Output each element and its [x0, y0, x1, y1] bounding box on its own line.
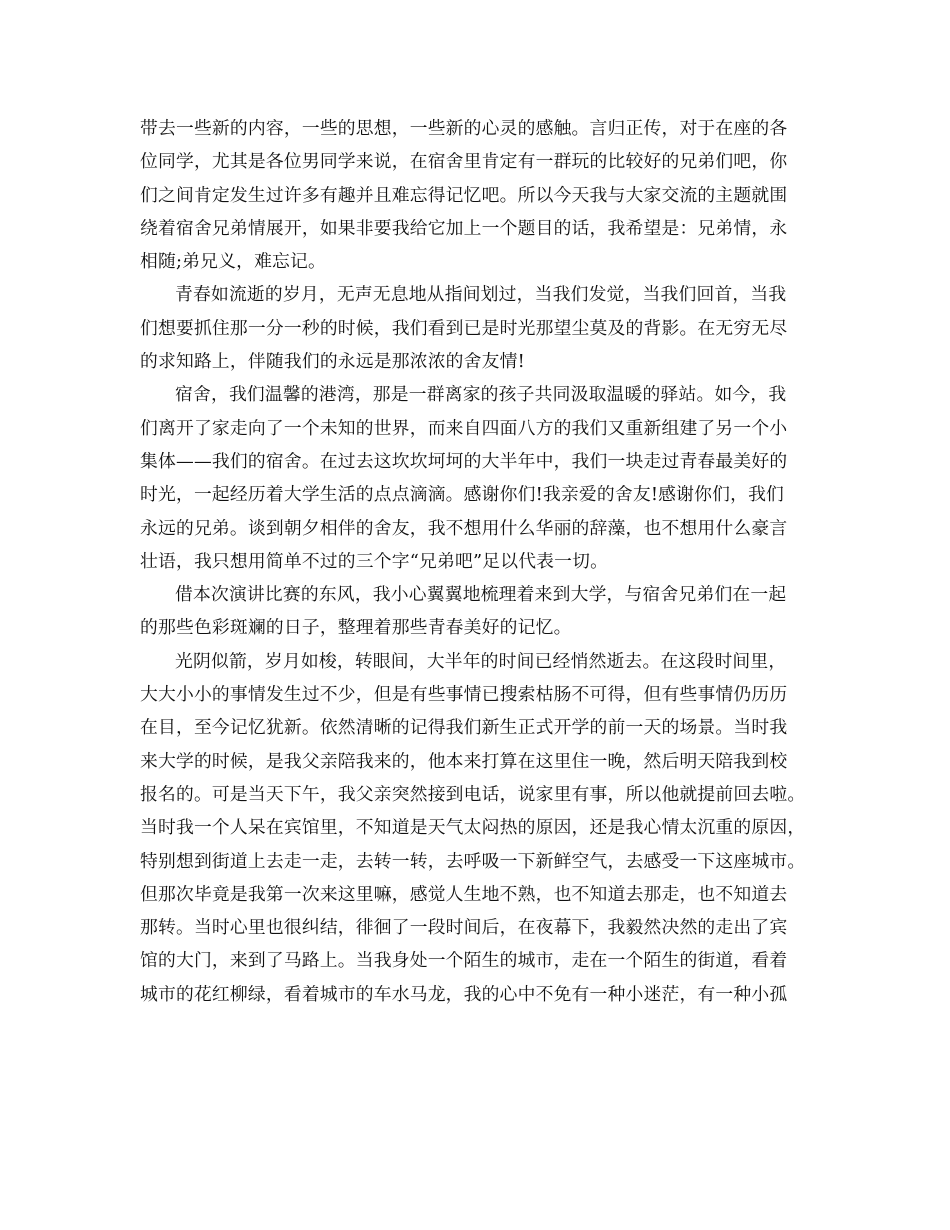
- text-line: 们想要抓住那一分一秒的时候，我们看到已是时光那望尘莫及的背影。在无穷无尽: [140, 317, 788, 339]
- text-line: 但那次毕竟是我第一次来这里嘛，感觉人生地不熟，也不知道去那走，也不知道去: [140, 883, 788, 905]
- text-line: 的那些色彩斑斓的日子，整理着那些青春美好的记忆。: [140, 617, 572, 639]
- text-line: 大大小小的事情发生过不少，但是有些事情已搜索枯肠不可得，但有些事情仍历历: [140, 684, 788, 706]
- text-line: 特别想到街道上去走一走，去转一转，去呼吸一下新鲜空气，去感受一下这座城市。: [140, 850, 806, 872]
- paragraph-first-line: 宿舍，我们温馨的港湾，那是一群离家的孩子共同汲取温暖的驿站。如今，我: [175, 384, 787, 406]
- paragraph-first-line: 青春如流逝的岁月，无声无息地从指间划过，当我们发觉，当我们回首，当我: [175, 284, 787, 306]
- text-line: 报名的。可是当天下午，我父亲突然接到电话，说家里有事，所以他就提前回去啦。: [140, 783, 806, 805]
- text-line: 当时我一个人呆在宾馆里，不知道是天气太闷热的原因，还是我心情太沉重的原因，: [140, 817, 806, 839]
- text-line: 馆的大门，来到了马路上。当我身处一个陌生的城市，走在一个陌生的街道，看着: [140, 950, 788, 972]
- text-line: 永远的兄弟。谈到朝夕相伴的舍友，我不想用什么华丽的辞藻，也不想用什么豪言: [140, 517, 788, 539]
- text-line: 壮语，我只想用简单不过的三个字“兄弟吧”足以代表一切。: [140, 550, 609, 572]
- body-text: [140, 112, 830, 1011]
- text-line: 带去一些新的内容，一些的思想，一些新的心灵的感触。言归正传，对于在座的各: [140, 118, 788, 139]
- text-line: 的求知路上，伴随我们的永远是那浓浓的舍友情!: [140, 351, 525, 373]
- paragraph-first-line: 光阴似箭，岁月如梭，转眼间，大半年的时间已经悄然逝去。在这段时间里，: [175, 650, 787, 672]
- text-line: 时光，一起经历着大学生活的点点滴滴。感谢你们!我亲爱的舍友!感谢你们，我们: [140, 484, 785, 506]
- text-line: 那转。当时心里也很纠结，徘徊了一段时间后，在夜幕下，我毅然决然的走出了宾: [140, 917, 788, 939]
- text-line: 在目，至今记忆犹新。依然清晰的记得我们新生正式开学的前一天的场景。当时我: [140, 717, 788, 739]
- text-line: 位同学，尤其是各位男同学来说，在宿舍里肯定有一群玩的比较好的兄弟们吧，你: [140, 151, 788, 173]
- text-line: 相随;弟兄义，难忘记。: [140, 251, 327, 273]
- text-line: 集体——我们的宿舍。在过去这坎坎坷坷的大半年中，我们一块走过青春最美好的: [140, 450, 788, 472]
- text-line: 来大学的时候，是我父亲陪我来的，他本来打算在这里住一晚，然后明天陪我到校: [140, 750, 788, 772]
- text-line: 绕着宿舍兄弟情展开，如果非要我给它加上一个题目的话，我希望是：兄弟情，永: [140, 217, 788, 239]
- text-line: 城市的花红柳绿，看着城市的车水马龙，我的心中不免有一种小迷茫，有一种小孤: [140, 983, 788, 1005]
- paragraph-first-line: 借本次演讲比赛的东风，我小心翼翼地梳理着来到大学，与宿舍兄弟们在一起: [175, 584, 787, 606]
- text-line: 们离开了家走向了一个未知的世界，而来自四面八方的我们又重新组建了另一个小: [140, 417, 788, 439]
- text-line: 们之间肯定发生过许多有趣并且难忘得记忆吧。所以今天我与大家交流的主题就围: [140, 184, 788, 206]
